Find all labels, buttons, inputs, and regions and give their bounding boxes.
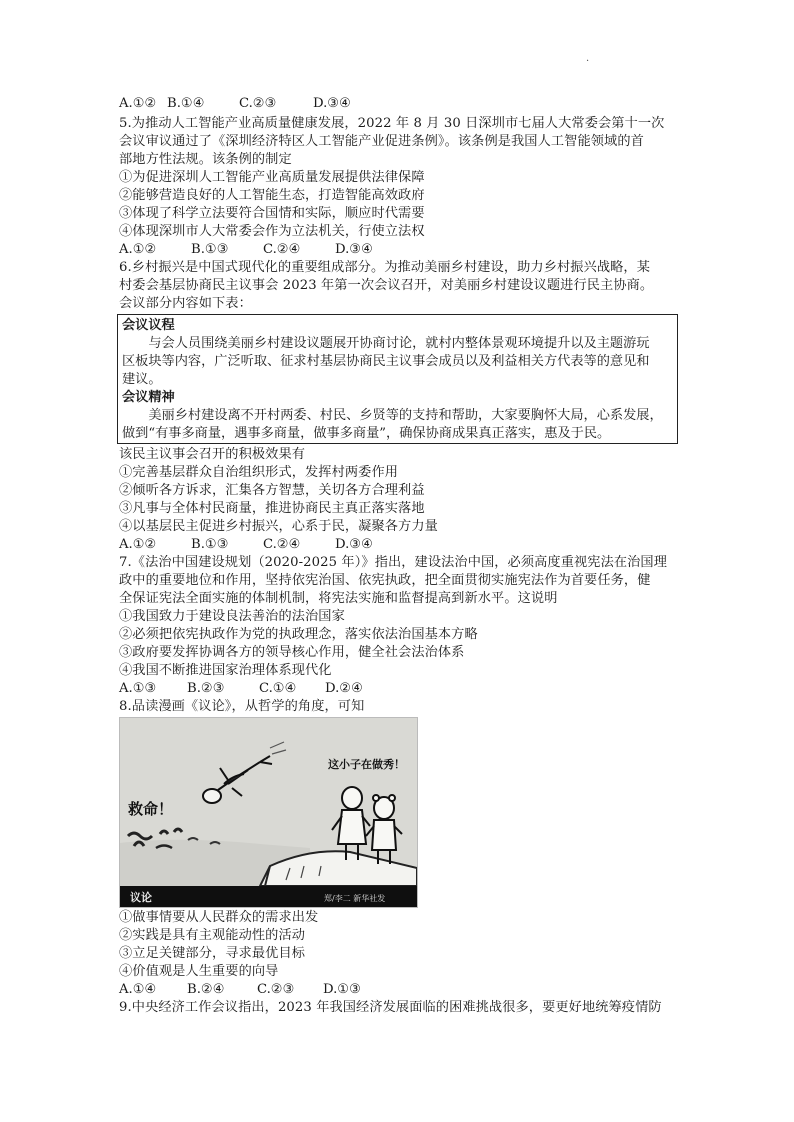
table-heading-spirit: 会议精神 xyxy=(122,390,175,405)
q6-item: ③凡事与全体村民商量，推进协商民主真正落实落地 xyxy=(119,501,425,516)
option-c[interactable]: C.②③ xyxy=(239,96,277,111)
option-d[interactable]: D.①③ xyxy=(323,982,361,997)
option-c[interactable]: C.①④ xyxy=(259,681,297,696)
table-text: 建议。 xyxy=(122,372,162,387)
q8-item: ②实践是具有主观能动性的活动 xyxy=(119,928,306,943)
q8-options xyxy=(119,981,361,999)
q7-stem-line: 7.《法治中国建设规划（2020-2025 年）》指出，建设法治中国，必须高度重视宪法在治国理 xyxy=(119,555,668,570)
corner-mark: · xyxy=(586,56,590,67)
q6-stem-line: 村委会基层协商民主议事会 2023 年第一次会议召开，对美丽乡村建设议题进行民主协商。 xyxy=(119,278,654,293)
q6-item: ①完善基层群众自治组织形式，发挥村两委作用 xyxy=(119,465,399,480)
option-a[interactable]: A.①② xyxy=(119,242,157,257)
meeting-table xyxy=(117,314,678,444)
option-c[interactable]: C.②④ xyxy=(263,537,301,552)
option-a[interactable]: A.①② xyxy=(119,96,157,111)
q6-ask: 该民主议事会召开的积极效果有 xyxy=(119,447,306,462)
q7-stem-line: 政中的重要地位和作用，坚持依宪治国、依宪执政，把全面贯彻实施宪法作为首要任务，健 xyxy=(119,573,651,588)
q6-item: ④以基层民主促进乡村振兴，心系于民，凝聚各方力量 xyxy=(119,519,438,534)
table-heading-agenda: 会议议程 xyxy=(122,318,175,333)
q7-item: ①我国致力于建设良法善治的法治国家 xyxy=(119,609,345,624)
option-b[interactable]: B.①④ xyxy=(167,96,205,111)
q7-item: ②必须把依宪执政作为党的执政理念，落实依法治国基本方略 xyxy=(119,627,478,642)
q8-item: ③立足关键部分，寻求最优目标 xyxy=(119,946,306,961)
option-c[interactable]: C.②④ xyxy=(263,242,301,257)
q6-options xyxy=(119,536,373,554)
q7-stem-line: 全保证宪法全面实施的体制机制，将宪法实施和监督提高到新水平。这说明 xyxy=(119,591,558,606)
option-a[interactable]: A.①③ xyxy=(119,681,157,696)
option-d[interactable]: D.②④ xyxy=(325,681,363,696)
q8-item: ①做事情要从人民群众的需求出发 xyxy=(119,910,319,925)
option-c[interactable]: C.②③ xyxy=(257,982,295,997)
option-a[interactable]: A.①② xyxy=(119,537,157,552)
q9-stem: 9.中央经济工作会议指出，2023 年我国经济发展面临的困难挑战很多，要更好地统筹疫情防 xyxy=(119,1000,662,1015)
table-text: 与会人员围绕美丽乡村建设议题展开协商讨论，就村内整体景观环境提升以及主题游玩 xyxy=(122,336,650,351)
q5-item: ①为促进深圳人工智能产业高质量发展提供法律保障 xyxy=(119,170,425,185)
q5-options xyxy=(119,241,373,259)
option-d[interactable]: D.③④ xyxy=(313,96,351,111)
q7-options xyxy=(119,680,363,698)
table-text: 区板块等内容，广泛听取、征求村基层协商民主议事会成员以及利益相关方代表等的意见和 xyxy=(122,354,650,369)
comic-title: 议论 xyxy=(130,891,152,904)
q5-stem-line: 会议审议通过了《深圳经济特区人工智能产业促进条例》。该条例是我国人工智能领域的首 xyxy=(119,134,644,149)
q5-stem-line: 部地方性法规。该条例的制定 xyxy=(119,152,292,167)
q5-item: ③体现了科学立法要符合国情和实际，顺应时代需要 xyxy=(119,206,425,221)
comic-credit: 郑/李二 新华社发 xyxy=(324,894,386,903)
q8-item: ④价值观是人生重要的向导 xyxy=(119,964,279,979)
q6-stem-line: 6.乡村振兴是中国式现代化的重要组成部分。为推动美丽乡村建设，助力乡村振兴战略，某 xyxy=(119,260,650,275)
option-a[interactable]: A.①④ xyxy=(119,982,157,997)
table-text: 做到“有事多商量，遇事多商量，做事多商量”，确保协商成果真正落实，惠及于民。 xyxy=(122,426,611,441)
option-b[interactable]: B.②④ xyxy=(187,982,225,997)
q6-stem-line: 会议部分内容如下表： xyxy=(119,296,252,311)
comic-cry: 救命！ xyxy=(128,800,174,818)
q4-options xyxy=(119,95,351,113)
option-b[interactable]: B.②③ xyxy=(187,681,225,696)
q7-item: ④我国不断推进国家治理体系现代化 xyxy=(119,663,332,678)
q7-item: ③政府要发挥协调各方的领导核心作用，健全社会法治体系 xyxy=(119,645,465,660)
option-d[interactable]: D.③④ xyxy=(335,537,373,552)
option-d[interactable]: D.③④ xyxy=(335,242,373,257)
q5-item: ②能够营造良好的人工智能生态，打造智能高效政府 xyxy=(119,188,425,203)
q5-item: ④体现深圳市人大常委会作为立法机关，行使立法权 xyxy=(119,224,425,239)
q6-item: ②倾听各方诉求，汇集各方智慧，关切各方合理利益 xyxy=(119,483,425,498)
comic-image xyxy=(119,717,418,908)
option-b[interactable]: B.①③ xyxy=(191,537,229,552)
comic-speech: 这小子在做秀！ xyxy=(328,758,405,771)
q8-stem: 8.品读漫画《议论》，从哲学的角度，可知 xyxy=(119,699,365,714)
q5-stem-line: 5.为推动人工智能产业高质量健康发展，2022 年 8 月 30 日深圳市七届人大常委会第十一次 xyxy=(119,116,665,131)
option-b[interactable]: B.①③ xyxy=(191,242,229,257)
table-text: 美丽乡村建设离不开村两委、村民、乡贤等的支持和帮助，大家要胸怀大局，心系发展， xyxy=(122,408,663,423)
